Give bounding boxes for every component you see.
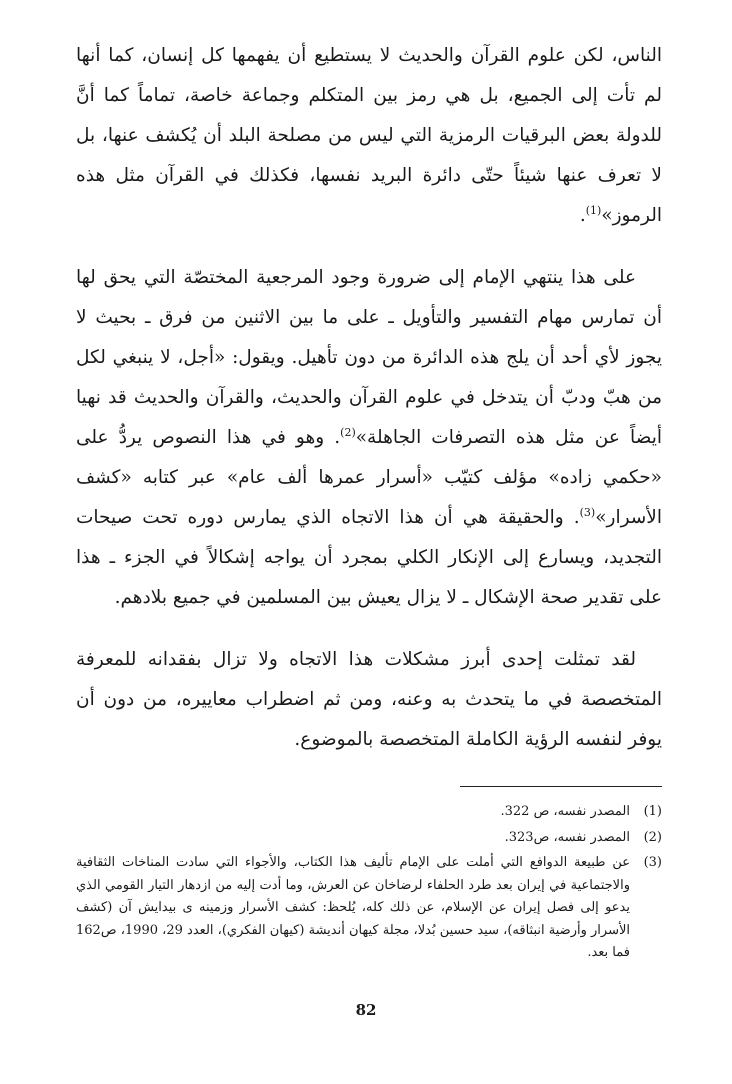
footnote-text: المصدر نفسه، ص323. xyxy=(504,829,630,845)
footnote-1 xyxy=(76,801,662,824)
footnote-2 xyxy=(76,827,662,850)
paragraph-3: لقد تمثلت إحدى أبرز مشكلات هذا الاتجاه ولا تزال بفقدانه للمعرفة المتخصصة في ما يتحدث به وعنه، ومن ثم اضطراب معاييره، من دون أن يوفر لنفسه الرؤية الكاملة المتخصصة بالموضوع. xyxy=(76,649,662,750)
footnote-separator xyxy=(460,786,662,787)
footnote-ref-2: (2) xyxy=(340,425,356,439)
footnote-text: المصدر نفسه، ص 322. xyxy=(500,804,630,819)
paragraph-1-text: الناس، لكن علوم القرآن والحديث لا يستطيع أن يفهمها كل إنسان، كما أنها لم تأت إلى الجميع، بل هي رمز بين المتكلم وجماعة خاصة، تماماً كما أنَّ للدولة بعض البرقيات الرمزية التي ليس من مصلحة البلد أن يُكشف عنها، بل لا تعرف عنها شيئاً حتّى دائرة البريد نفسها، فكذلك في القرآن مثل هذه الرموز» xyxy=(76,45,662,226)
main-text xyxy=(76,36,662,760)
footnote-ref-3: (3) xyxy=(579,505,596,519)
footnote-3 xyxy=(76,852,662,965)
paragraph-2-text-b: . وهو في هذا النصوص يردُّ على «حكمي زاده» مؤلف كتيّب «أسرار عمرها ألف عام» عبر كتابه «كشف الأسرار» xyxy=(76,427,662,528)
footnote-ref-1: (1) xyxy=(585,203,602,217)
footnotes xyxy=(76,801,662,965)
paragraph-1 xyxy=(76,36,662,236)
footnote-number: (1) xyxy=(643,804,662,819)
page-number: 82 xyxy=(355,1001,377,1019)
paragraph-2-text-a: على هذا ينتهي الإمام إلى ضرورة وجود المرجعية المختصّة التي يحق لها أن تمارس مهام التفسير والتأويل ـ على ما بين الاثنين من فرق ـ بحيث لا يجوز لأي أحد أن يلج هذه الدائرة من دون تأهيل. ويقول: «أجل، لا ينبغي لكل من هبّ ودبّ أن يتدخل في علوم القرآن والحديث، والقرآن والحديث قد نهيا أيضاً عن مثل هذه التصرفات الجاهلة» xyxy=(76,267,662,448)
paragraph-1-end: . xyxy=(579,205,586,226)
footnote-text: عن طبيعة الدوافع التي أملت على الإمام تأليف هذا الكتاب، والأجواء التي سادت المناخات الثقافية والاجتماعية في إيران بعد طرد الحلفاء لرضاخان عن العرش، وما أدت إليه من ازدهار التيار القومي الذي يدعو إلى فصل إيران عن الإسلام، عن ذلك كله، يُلحظ: كشف الأسرار وزمينه ى بيدايش آن (كشف الأسرار وأرضية انبثاقه)، سيد حسين بُدلا، مجلة كيهان أنديشة (كيهان الفكري)، العدد 29، 1990، ص162 فما بعد. xyxy=(76,855,631,960)
paragraph-2-text-c: . والحقيقة هي أن هذا الاتجاه الذي يمارس دوره تحت صيحات التجديد، ويسارع إلى الإنكار الكلي بمجرد أن يواجه إشكالاً في الجزء ـ هذا على تقدير صحة الإشكال ـ لا يزال يعيش بين المسلمين في جميع بلادهم. xyxy=(76,507,662,608)
paragraph-2 xyxy=(76,258,662,618)
footnote-number: (2) xyxy=(643,829,662,845)
footnote-number: (3) xyxy=(643,855,662,870)
